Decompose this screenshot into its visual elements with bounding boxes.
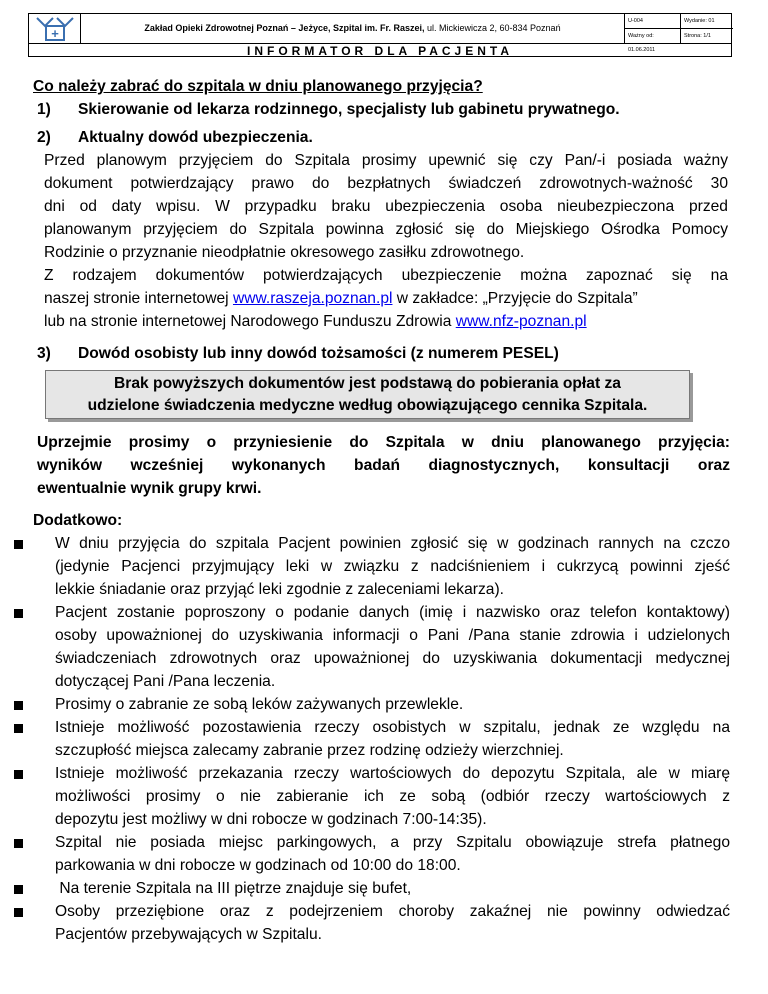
- bullet-square-icon: [14, 724, 23, 733]
- svg-text:+: +: [51, 26, 59, 41]
- item-2-line: Z rodzajem dokumentów potwierdzających ubezpieczenie można zapoznać się na: [44, 267, 728, 284]
- edition: Wydanie: 01: [681, 14, 733, 29]
- bullet-line: W dniu przyjęcia do szpitala Pacjent powinien zgłosić się w godzinach rannych na czczo: [55, 535, 730, 552]
- bullet-line: lekkie śniadanie oraz przyjąć leki zgodnie z zaleceniami lekarza).: [55, 581, 504, 598]
- bullet-square-icon: [14, 839, 23, 848]
- bullet-square-icon: [14, 770, 23, 779]
- bullet-line: Istnieje możliwość pozostawienia rzeczy osobistych w szpitalu, jednak ze względu na: [55, 719, 730, 736]
- document-header: [28, 13, 732, 57]
- request-line: ewentualnie wynik grupy krwi.: [37, 480, 262, 497]
- item-3-number: 3): [37, 345, 51, 362]
- bullet-line: Szpital nie posiada miejsc parkingowych, a przy Szpitalu obowiązuje strefa płatnego: [55, 834, 730, 851]
- item-2-line: Przed planowym przyjęciem do Szpitala prosimy upewnić się czy Pan/-i posiada ważny: [44, 152, 728, 169]
- bullet-square-icon: [14, 609, 23, 618]
- bullet-square-icon: [14, 885, 23, 894]
- bullet-square-icon: [14, 908, 23, 917]
- bullet-line: Prosimy o zabranie ze sobą leków zażywanych przewlekle.: [55, 696, 464, 713]
- bullet-line: Na terenie Szpitala na III piętrze znajduje się bufet,: [55, 880, 412, 897]
- valid-from: Ważny od: 01.06.2011: [628, 32, 656, 53]
- bullet-line: depozytu jest możliwy w dni robocze w godzinach 7:00-14:35).: [55, 811, 487, 828]
- additional-heading: Dodatkowo:: [33, 512, 123, 529]
- item-2-line: dni od daty wpisu. W przypadku braku ubezpieczenia osoba nieubezpieczona przed: [44, 198, 728, 215]
- bullet-line: Pacjentów przebywających w Szpitalu.: [55, 926, 322, 943]
- bullet-line: (jedynie Pacjenci przyjmujący leki w związku z nadciśnieniem i cukrzycą powinni zjeść: [55, 558, 730, 575]
- notice-box: [45, 370, 690, 419]
- page-title: Co należy zabrać do szpitala w dniu planowanego przyjęcia?: [33, 78, 483, 95]
- doc-meta-right: [681, 14, 733, 43]
- banner-title: INFORMATOR DLA PACJENTA: [29, 43, 731, 57]
- notice-line: Brak powyższych dokumentów jest podstawą do pobierania opłat za: [114, 375, 621, 392]
- bullet-line: możliwości prosimy o nie zabieranie ich ze sobą (odbiór rzeczy wartościowych z: [55, 788, 730, 805]
- bullet-line: świadczeniach zdrowotnych oraz upoważnionej do uzyskiwania dokumentacji medycznej: [55, 650, 730, 667]
- item-2-line-links: naszej stronie internetowej www.raszeja.poznan.pl w zakładce: „Przyjęcie do Szpitala”: [44, 290, 638, 307]
- hospital-logo-icon: [29, 14, 81, 43]
- item-2-line: dokument potwierdzający prawo do bezpłatnych świadczeń zdrowotnych-ważność 30: [44, 175, 728, 192]
- bullet-line: dotyczącej Pani /Pana leczenia.: [55, 673, 276, 690]
- raszeja-website-link[interactable]: www.raszeja.poznan.pl: [232, 290, 393, 307]
- request-line: Uprzejmie prosimy o przyniesienie do Szpitala w dniu planowanego przyjęcia:: [37, 434, 730, 451]
- item-1-text: Skierowanie od lekarza rodzinnego, specjalisty lub gabinetu prywatnego.: [78, 101, 620, 118]
- page-number: Strona: 1/1: [684, 32, 711, 39]
- organization-name: Zakład Opieki Zdrowotnej Poznań – Jeżyce, Szpital im. Fr. Raszei, ul. Mickiewicza 2, 60-834 Poznań: [81, 14, 625, 43]
- bullet-line: Istnieje możliwość przekazania rzeczy wartościowych do depozytu Szpitala, ale w miarę: [55, 765, 730, 782]
- hospital-logo: [29, 14, 81, 43]
- bullet-line: parkowania w dni robocze w godzinach od 10:00 do 18:00.: [55, 857, 461, 874]
- bullet-square-icon: [14, 701, 23, 710]
- bullet-line: osoby upoważnionej do uzyskiwania informacji o Pani /Pana stanie zdrowia i udzielonych: [55, 627, 730, 644]
- item-2-number: 2): [37, 129, 51, 146]
- item-2-line-nfz: lub na stronie internetowej Narodowego Funduszu Zdrowia www.nfz-poznan.pl: [44, 313, 587, 330]
- bullet-line: Osoby przeziębione oraz z podejrzeniem choroby zakaźnej nie powinny odwiedzać: [55, 903, 730, 920]
- item-3-text: Dowód osobisty lub inny dowód tożsamości (z numerem PESEL): [78, 345, 559, 362]
- doc-meta-left: [625, 14, 681, 53]
- item-2-line: planowanym przyjęciem do Szpitala powinna zgłosić się do Miejskiego Ośrodka Pomocy: [44, 221, 728, 238]
- bullet-line: Pacjent zostanie poproszony o podanie danych (imię i nazwisko oraz telefon kontaktowy): [55, 604, 730, 621]
- request-line: wyników wcześniej wykonanych badań diagnostycznych, konsultacji oraz: [37, 457, 730, 474]
- nfz-website-link[interactable]: www.nfz-poznan.pl: [455, 313, 587, 330]
- item-1-number: 1): [37, 101, 51, 118]
- notice-line: udzielone świadczenia medyczne według obowiązującego cennika Szpitala.: [87, 397, 648, 414]
- bullet-line: szczupłość miejsca zalecamy zabranie przez rodzinę odzieży wierzchniej.: [55, 742, 564, 759]
- document-code: U-004: [625, 14, 680, 29]
- item-2-heading: Aktualny dowód ubezpieczenia.: [78, 129, 313, 146]
- bullet-square-icon: [14, 540, 23, 549]
- item-2-line: Rodzinie o przyznanie nieodpłatnie okresowego zasiłku zdrowotnego.: [44, 244, 525, 261]
